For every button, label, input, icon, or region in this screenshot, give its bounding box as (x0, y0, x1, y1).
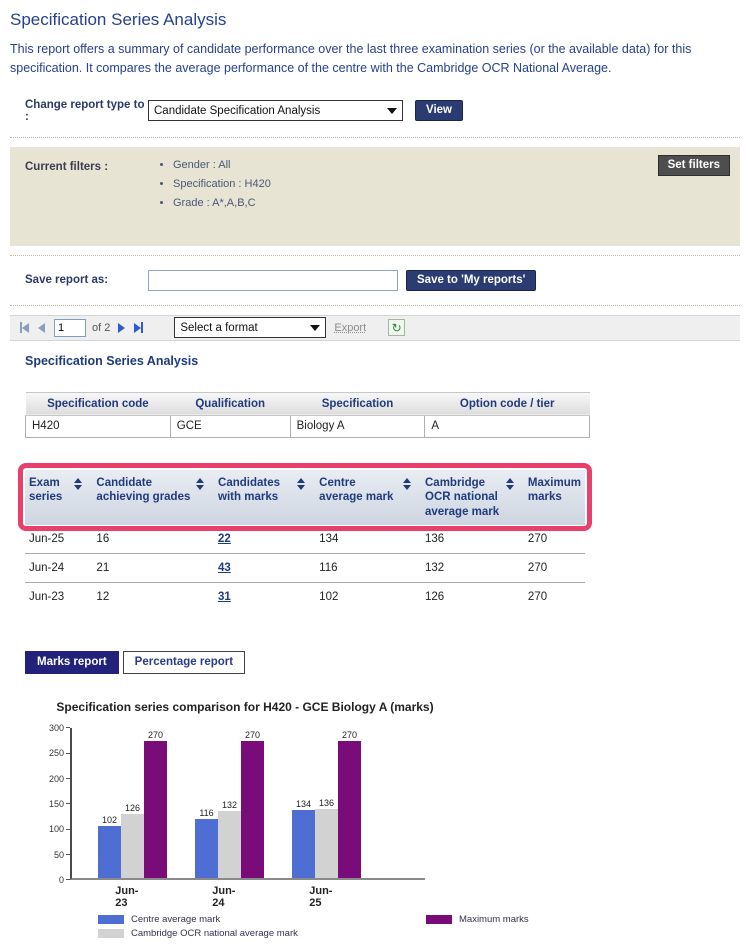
bar-value-label: 270 (244, 730, 261, 741)
chart-legend (98, 914, 740, 940)
series-table-wrap (25, 470, 585, 611)
report-tabs (25, 651, 740, 674)
bar (241, 741, 264, 878)
prev-page-icon[interactable] (38, 323, 45, 333)
report-description: This report offers a summary of candidate performance over the last three examination series (or the available data) for this specification. It compares the average performance of the centre with the Cambridge OCR National Average. (10, 42, 692, 76)
achieving-grades-cell: 21 (92, 553, 214, 582)
chart-y-axis (40, 722, 70, 885)
filter-grade: • Grade : A*,A,B,C (173, 197, 271, 209)
page-number-input[interactable] (54, 319, 86, 337)
maximum-marks-cell: 270 (524, 582, 585, 611)
bar-wrap (144, 730, 167, 878)
legend-item (98, 928, 316, 939)
maximum-marks-cell: 270 (527, 532, 548, 545)
current-filters-label: Current filters : (25, 160, 109, 173)
filter-specification: • Specification : H420 (173, 178, 271, 190)
column-header: Specification code (26, 392, 171, 415)
bar-group (98, 730, 167, 909)
specification-cell: Biology A (290, 415, 425, 437)
column-header-centre-average[interactable]: Centre average mark (315, 470, 421, 525)
column-header-national-average[interactable]: Cambridge OCR national average mark (421, 470, 524, 525)
report-type-label: Change report type to : (25, 98, 145, 123)
export-format-select[interactable] (174, 317, 326, 338)
y-tick: 0 (59, 875, 70, 885)
next-page-icon[interactable] (118, 323, 125, 333)
qualification-cell: GCE (170, 415, 290, 437)
chart-title: Specification series comparison for H420 - GCE Biology A (marks) (56, 699, 434, 714)
maximum-marks-swatch (426, 915, 452, 924)
legend-item (98, 914, 316, 925)
column-header: Option code / tier (425, 392, 590, 415)
chevron-down-icon (310, 325, 320, 331)
export-link[interactable]: Export (334, 321, 367, 334)
y-tick: 100 (49, 824, 70, 834)
achieving-grades-cell: 16 (96, 532, 110, 545)
export-format-selected-value: Select a format (180, 321, 258, 334)
centre-average-cell: 116 (315, 553, 421, 582)
bar-value-label: 126 (124, 803, 141, 814)
report-type-selected-value: Candidate Specification Analysis (154, 104, 321, 117)
bar-wrap (98, 815, 121, 878)
series-table (25, 470, 585, 611)
bar-value-label: 136 (318, 797, 335, 808)
first-page-icon[interactable] (20, 322, 29, 333)
bar (121, 814, 144, 878)
page-count-label: of 2 (92, 321, 111, 334)
specification-table-header-row (26, 392, 590, 415)
set-filters-button[interactable]: Set filters (658, 155, 730, 176)
achieving-grades-cell: 12 (92, 582, 214, 611)
pagination-toolbar (10, 315, 740, 341)
column-header: Specification (290, 392, 425, 415)
legend-label: Cambridge OCR national average mark (131, 928, 298, 940)
maximum-marks-cell: 270 (524, 553, 585, 582)
candidates-with-marks-link[interactable]: 43 (218, 561, 231, 574)
national-average-cell: 126 (421, 582, 524, 611)
report-subtitle: Specification Series Analysis (25, 353, 199, 368)
bar (98, 826, 121, 878)
bar-value-label: 102 (101, 815, 118, 826)
candidates-with-marks-link[interactable]: 22 (218, 532, 231, 545)
bar (338, 741, 361, 878)
bar (218, 811, 241, 878)
column-header-with-marks[interactable]: Candidates with marks (214, 470, 315, 525)
bar-group (292, 730, 361, 909)
table-row (26, 415, 590, 437)
page-title: Specification Series Analysis (10, 10, 227, 29)
exam-series-cell: Jun-25 (29, 532, 65, 545)
filters-list (155, 159, 271, 216)
bar-value-label: 270 (147, 730, 164, 741)
last-page-icon[interactable] (134, 322, 143, 333)
bar-wrap (121, 803, 144, 878)
specification-table (25, 392, 590, 438)
bar-wrap (218, 800, 241, 878)
table-row (25, 582, 585, 611)
centre-average-cell: 134 (319, 532, 339, 545)
sort-icon[interactable] (74, 478, 82, 505)
exam-series-cell: Jun-24 (25, 553, 92, 582)
bar (292, 810, 315, 878)
x-axis-label: Jun-25 (309, 884, 333, 909)
y-tick: 300 (49, 723, 70, 733)
bar-wrap (292, 799, 315, 878)
legend-label: Maximum marks (459, 913, 529, 925)
filter-gender: • Gender : All (173, 159, 271, 171)
chart-plot (70, 728, 425, 909)
bar-group (195, 730, 264, 909)
national-average-cell: 132 (421, 553, 524, 582)
bar-value-label: 134 (295, 798, 312, 809)
divider (10, 137, 740, 138)
divider (10, 305, 740, 306)
bar (315, 809, 338, 878)
report-type-select[interactable] (148, 100, 403, 121)
current-filters-panel (10, 147, 740, 246)
centre-average-swatch (98, 915, 124, 924)
option-code-cell: A (425, 415, 590, 437)
sort-icon[interactable] (506, 478, 514, 519)
bar-wrap (195, 808, 218, 878)
bar-wrap (315, 798, 338, 878)
bar-value-label: 270 (341, 730, 358, 741)
with-marks-cell (214, 582, 315, 611)
view-button[interactable]: View (415, 100, 463, 121)
save-report-row (25, 270, 740, 291)
refresh-icon[interactable]: ↻ (388, 319, 405, 336)
column-header: Qualification (170, 392, 290, 415)
column-header-maximum-marks[interactable]: Maximum marks (524, 470, 585, 525)
y-tick: 200 (49, 774, 70, 784)
column-header-exam-series[interactable]: Exam series (25, 470, 92, 525)
table-row (25, 553, 585, 582)
y-tick: 50 (54, 850, 70, 860)
bar-value-label: 116 (199, 808, 214, 819)
spec-code-cell: H420 (26, 415, 171, 437)
national-average-cell: 136 (425, 532, 445, 545)
tab-percentage-report[interactable]: Percentage report (123, 651, 245, 674)
x-axis-label: Jun-24 (212, 884, 236, 909)
tab-marks-report[interactable]: Marks report (25, 651, 119, 674)
with-marks-cell (214, 553, 315, 582)
legend-column (426, 914, 529, 940)
divider (10, 255, 740, 256)
save-report-input[interactable] (148, 270, 398, 291)
y-tick: 250 (49, 748, 70, 758)
table-row (25, 525, 585, 554)
legend-label: Centre average mark (131, 913, 221, 925)
sort-icon[interactable] (297, 478, 305, 505)
x-axis-label: Jun-23 (115, 884, 139, 909)
report-type-row (25, 99, 740, 123)
bar (144, 741, 167, 878)
sort-icon[interactable] (196, 478, 204, 505)
y-tick: 150 (49, 799, 70, 809)
legend-item (426, 914, 529, 925)
series-table-header-row (25, 470, 585, 525)
candidates-with-marks-link[interactable]: 31 (218, 590, 231, 603)
sort-icon[interactable] (403, 478, 411, 505)
save-to-my-reports-button[interactable]: Save to 'My reports' (406, 270, 536, 291)
bar-chart (40, 722, 740, 909)
chevron-down-icon (387, 108, 397, 114)
national-average-swatch (98, 929, 124, 938)
bar (195, 819, 218, 878)
centre-average-cell: 102 (315, 582, 421, 611)
column-header-achieving-grades[interactable]: Candidate achieving grades (92, 470, 214, 525)
bar-value-label: 132 (221, 800, 238, 810)
exam-series-cell: Jun-23 (25, 582, 92, 611)
legend-column (98, 914, 316, 940)
bar-wrap (338, 730, 361, 878)
bar-wrap (241, 730, 264, 878)
save-report-label: Save report as: (25, 274, 109, 287)
with-marks-cell (214, 525, 315, 554)
